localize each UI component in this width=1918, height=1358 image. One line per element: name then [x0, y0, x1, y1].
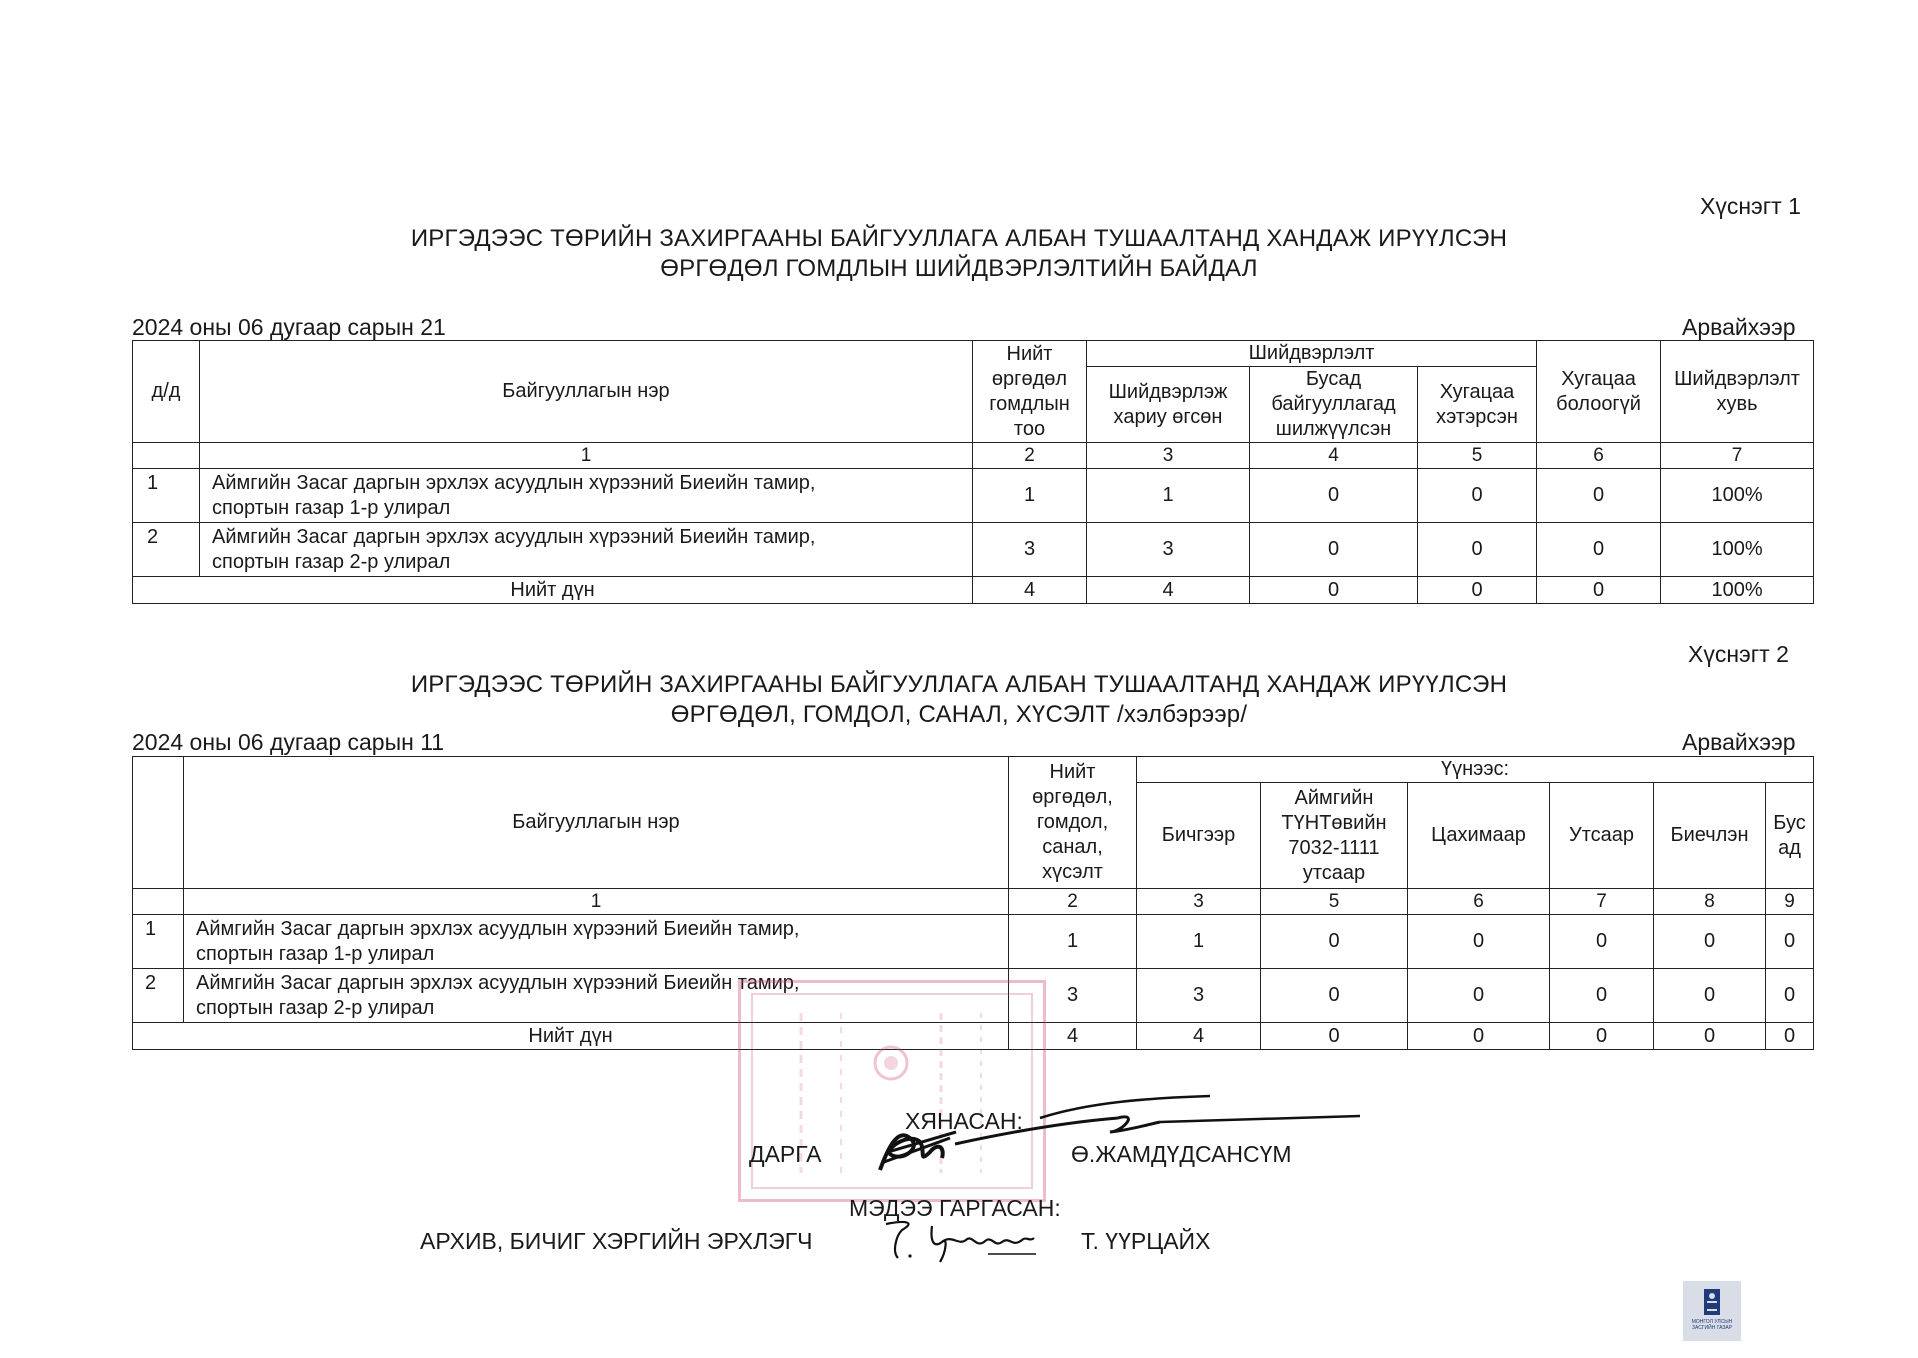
answered-cell: 4 — [1087, 577, 1250, 604]
rate-cell: 100% — [1661, 577, 1814, 604]
header-electronic: Цахимаар — [1408, 783, 1550, 889]
col-number: 5 — [1261, 889, 1408, 915]
transferred-cell: 0 — [1250, 577, 1418, 604]
written-cell: 1 — [1137, 915, 1261, 969]
col-number: 8 — [1654, 889, 1766, 915]
reviewed-label: ХЯНАСАН: — [905, 1108, 1023, 1134]
org-name-line1: Аймгийн Засаг даргын эрхлэх асуудлын хүрээний Биеийн тамир, — [196, 917, 800, 940]
director-title: ДАРГА — [749, 1141, 822, 1167]
transferred-cell: 0 — [1250, 523, 1418, 577]
phone-cell: 0 — [1550, 1023, 1654, 1050]
col-number: 5 — [1418, 443, 1537, 469]
transferred-cell: 0 — [1250, 469, 1418, 523]
header-overdue: Хугацаа хэтэрсэн — [1418, 367, 1537, 443]
not-due-cell: 0 — [1537, 469, 1661, 523]
not-due-cell: 0 — [1537, 577, 1661, 604]
header-total: Нийт өргөдөл гомдлын тоо — [973, 341, 1087, 443]
appendix-2-title-line2: ӨРГӨДӨЛ, ГОМДОЛ, САНАЛ, ХҮСЭЛТ /хэлбэрээр/ — [670, 701, 1248, 728]
col-number: 7 — [1550, 889, 1654, 915]
overdue-cell: 0 — [1418, 469, 1537, 523]
hotline-cell: 0 — [1261, 969, 1408, 1023]
col-number: 3 — [1137, 889, 1261, 915]
header-hotline: Аймгийн ТҮНТөвийн 7032-1111 утсаар — [1261, 783, 1408, 889]
header-not-due: Хугацаа болоогүй — [1537, 341, 1661, 443]
table-row — [133, 915, 1814, 969]
org-name-line1: Аймгийн Засаг даргын эрхлэх асуудлын хүрээний Биеийн тамир, — [212, 471, 816, 494]
row-number: 2 — [133, 969, 184, 1023]
header-phone: Утсаар — [1550, 783, 1654, 889]
written-cell: 4 — [1137, 1023, 1261, 1050]
total-cell: 3 — [1009, 969, 1137, 1023]
answered-cell: 3 — [1087, 523, 1250, 577]
total-cell: 4 — [1009, 1023, 1137, 1050]
org-name-cell — [200, 523, 973, 577]
appendix-1-place: Арвайхээр — [1682, 314, 1796, 340]
appendix-1-label: Хүснэгт 1 — [1700, 193, 1801, 219]
overdue-cell: 0 — [1418, 523, 1537, 577]
appendix-2-label: Хүснэгт 2 — [1688, 641, 1789, 667]
other-cell: 0 — [1766, 915, 1814, 969]
in-person-cell: 0 — [1654, 1023, 1766, 1050]
row-number: 2 — [133, 523, 200, 577]
other-cell: 0 — [1766, 1023, 1814, 1050]
header-rate: Шийдвэрлэлт хувь — [1661, 341, 1814, 443]
header-transferred: Бусад байгууллагад шилжүүлсэн — [1250, 367, 1418, 443]
hotline-cell: 0 — [1261, 1023, 1408, 1050]
header-in-person: Биечлэн — [1654, 783, 1766, 889]
archivist-signature-icon — [876, 1212, 1046, 1268]
government-logo — [1683, 1281, 1741, 1341]
total-row — [133, 577, 1814, 604]
appendix-1-title-line1: ИРГЭДЭЭС ТӨРИЙН ЗАХИРГААНЫ БАЙГУУЛЛАГА АЛБАН ТУШААЛТАНД ХАНДАЖ ИРҮҮЛСЭН — [410, 225, 1508, 252]
org-name-cell — [184, 915, 1009, 969]
col-number: 2 — [973, 443, 1087, 469]
total-cell: 1 — [973, 469, 1087, 523]
electronic-cell: 0 — [1408, 969, 1550, 1023]
col-number: 1 — [184, 889, 1009, 915]
archivist-name: Т. ҮҮРЦАЙХ — [1081, 1228, 1211, 1254]
header-answered: Шийдвэрлэж хариу өгсөн — [1087, 367, 1250, 443]
total-label: Нийт дүн — [133, 1023, 1009, 1050]
header-org-name: Байгууллагын нэр — [200, 341, 973, 443]
total-label: Нийт дүн — [133, 577, 973, 604]
col-number: 1 — [200, 443, 973, 469]
org-name-line2: спортын газар 2-р улирал — [212, 550, 451, 573]
resolution-table — [132, 340, 1814, 604]
answered-cell: 1 — [1087, 469, 1250, 523]
col-number: 6 — [1408, 889, 1550, 915]
logo-text: МОНГОЛ УЛСЫН ЗАСГИЙН ГАЗАР — [1691, 1319, 1733, 1331]
written-cell: 3 — [1137, 969, 1261, 1023]
archivist-title: АРХИВ, БИЧИГ ХЭРГИЙН ЭРХЛЭГЧ — [420, 1228, 813, 1254]
table-row — [133, 469, 1814, 523]
col-number: 6 — [1537, 443, 1661, 469]
org-name-line2: спортын газар 1-р улирал — [212, 496, 451, 519]
total-cell: 3 — [973, 523, 1087, 577]
col-number: 2 — [1009, 889, 1137, 915]
soyombo-icon — [1702, 1287, 1722, 1317]
appendix-1-date: 2024 оны 06 дугаар сарын 21 — [132, 314, 446, 340]
header-source: Үүнээс: — [1137, 757, 1814, 783]
col-number: 3 — [1087, 443, 1250, 469]
other-cell: 0 — [1766, 969, 1814, 1023]
org-name-line2: спортын газар 2-р улирал — [196, 996, 435, 1019]
total-cell: 1 — [1009, 915, 1137, 969]
total-cell: 4 — [973, 577, 1087, 604]
header-dd: д/д — [133, 341, 200, 443]
appendix-2-date: 2024 оны 06 дугаар сарын 11 — [132, 729, 445, 755]
row-number: 1 — [133, 915, 184, 969]
director-signature-icon — [860, 1092, 1370, 1182]
header-other: Бусад — [1766, 783, 1814, 889]
col-number: 4 — [1250, 443, 1418, 469]
appendix-2-place: Арвайхээр — [1682, 729, 1796, 755]
org-name-line1: Аймгийн Засаг даргын эрхлэх асуудлын хүрээний Биеийн тамир, — [196, 971, 800, 994]
col-number: 9 — [1766, 889, 1814, 915]
row-number: 1 — [133, 469, 200, 523]
hotline-cell: 0 — [1261, 915, 1408, 969]
electronic-cell: 0 — [1408, 1023, 1550, 1050]
org-name-line2: спортын газар 1-р улирал — [196, 942, 435, 965]
appendix-1-title-line2: ӨРГӨДӨЛ ГОМДЛЫН ШИЙДВЭРЛЭЛТИЙН БАЙДАЛ — [660, 255, 1258, 282]
phone-cell: 0 — [1550, 969, 1654, 1023]
org-name-cell — [200, 469, 973, 523]
header-dd-empty — [133, 757, 184, 889]
phone-cell: 0 — [1550, 915, 1654, 969]
overdue-cell: 0 — [1418, 577, 1537, 604]
table-row — [133, 523, 1814, 577]
header-total: Нийт өргөдөл, гомдол, санал, хүсэлт — [1009, 757, 1137, 889]
not-due-cell: 0 — [1537, 523, 1661, 577]
in-person-cell: 0 — [1654, 969, 1766, 1023]
col-number: 7 — [1661, 443, 1814, 469]
rate-cell: 100% — [1661, 523, 1814, 577]
in-person-cell: 0 — [1654, 915, 1766, 969]
org-name-line1: Аймгийн Засаг даргын эрхлэх асуудлын хүрээний Биеийн тамир, — [212, 525, 816, 548]
electronic-cell: 0 — [1408, 915, 1550, 969]
appendix-2-title-line1: ИРГЭДЭЭС ТӨРИЙН ЗАХИРГААНЫ БАЙГУУЛЛАГА АЛБАН ТУШААЛТАНД ХАНДАЖ ИРҮҮЛСЭН — [410, 671, 1508, 698]
rate-cell: 100% — [1661, 469, 1814, 523]
director-name: Ө.ЖАМДҮДСАНСҮМ — [1071, 1141, 1292, 1167]
header-written: Бичгээр — [1137, 783, 1261, 889]
header-resolution: Шийдвэрлэлт — [1087, 341, 1537, 367]
header-org-name: Байгууллагын нэр — [184, 757, 1009, 889]
prepared-label: МЭДЭЭ ГАРГАСАН: — [849, 1195, 1061, 1221]
